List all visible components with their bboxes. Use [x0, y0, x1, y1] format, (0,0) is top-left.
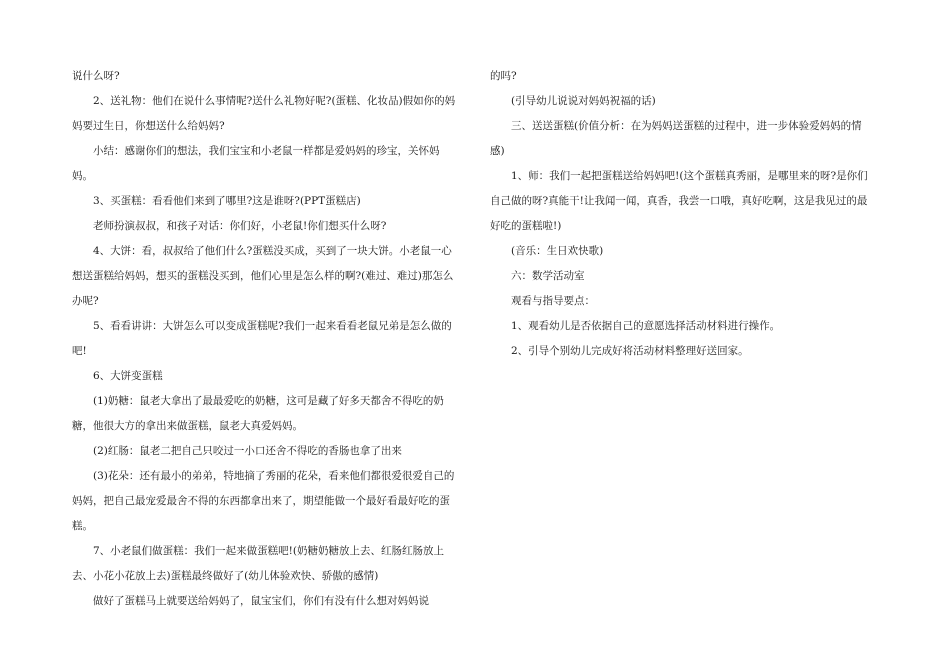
- paragraph: 三、送送蛋糕(价值分析：在为妈妈送蛋糕的过程中，进一步体验爱妈妈的情感): [490, 120, 862, 157]
- left-column: [72, 64, 458, 614]
- paragraph: 做好了蛋糕马上就要送给妈妈了，鼠宝宝们，你们有没有什么想对妈妈说: [93, 595, 429, 607]
- right-column: [490, 64, 876, 364]
- paragraph: (3)花朵：还有最小的弟弟，特地摘了秀丽的花朵，看来他们都很爱很爱自己的妈妈，把自己最宠爱最舍不得的东西都拿出来了，期望能做一个最好看最好吃的蛋糕。: [72, 470, 455, 532]
- paragraph: 2、送礼物：他们在说什么事情呢?送什么礼物好呢?(蛋糕、化妆品)假如你的妈妈要过生日，你想送什么给妈妈?: [72, 95, 456, 132]
- paragraph: 说什么呀?: [72, 70, 120, 82]
- paragraph: 1、观看幼儿是否依据自己的意愿选择活动材料进行操作。: [511, 320, 781, 332]
- paragraph: 4、大饼：看，叔叔给了他们什么?蛋糕没买成，买到了一块大饼。小老鼠一心想送蛋糕给妈妈，想买的蛋糕没买到，他们心里是怎么样的啊?(难过、难过)那怎么办呢?: [72, 245, 454, 307]
- paragraph: 的吗?: [490, 70, 517, 82]
- paragraph: 1、师：我们一起把蛋糕送给妈妈吧!(这个蛋糕真秀丽，是哪里来的呀?是你们自己做的呀?真能干!让我闻一闻，真香，我尝一口哦，真好吃啊，这是我见过的最好吃的蛋糕啦!): [490, 170, 868, 232]
- paragraph: 老师扮演叔叔，和孩子对话：你们好，小老鼠!你们想买什么呀?: [93, 220, 387, 232]
- paragraph: 2、引导个别幼儿完成好将活动材料整理好送回家。: [511, 345, 749, 357]
- paragraph: 3、买蛋糕：看看他们来到了哪里?这是谁呀?(PPT蛋糕店): [93, 195, 361, 207]
- paragraph: 5、看看讲讲：大饼怎么可以变成蛋糕呢?我们一起来看看老鼠兄弟是怎么做的吧!: [72, 320, 452, 357]
- paragraph: (引导幼儿说说对妈妈祝福的话): [511, 95, 656, 107]
- paragraph: (1)奶糖：鼠老大拿出了最最爱吃的奶糖，这可是藏了好多天都舍不得吃的奶糖，他很大方的拿出来做蛋糕，鼠老大真爱妈妈。: [72, 395, 444, 432]
- paragraph: 六：数学活动室: [511, 270, 585, 282]
- paragraph: 7、小老鼠们做蛋糕：我们一起来做蛋糕吧!(奶糖奶糖放上去、红肠红肠放上去、小花小花放上去)蛋糕最终做好了(幼儿体验欢快、骄傲的感情): [72, 545, 444, 582]
- paragraph: 6、大饼变蛋糕: [93, 370, 163, 382]
- paragraph: (2)红肠：鼠老二把自己只咬过一小口还舍不得吃的香肠也拿了出来: [93, 445, 402, 457]
- paragraph: 小结：感谢你们的想法，我们宝宝和小老鼠一样都是爱妈妈的珍宝，关怀妈妈。: [72, 145, 440, 182]
- paragraph: (音乐：生日欢快歌): [511, 245, 604, 257]
- paragraph: 观看与指导要点：: [511, 295, 595, 307]
